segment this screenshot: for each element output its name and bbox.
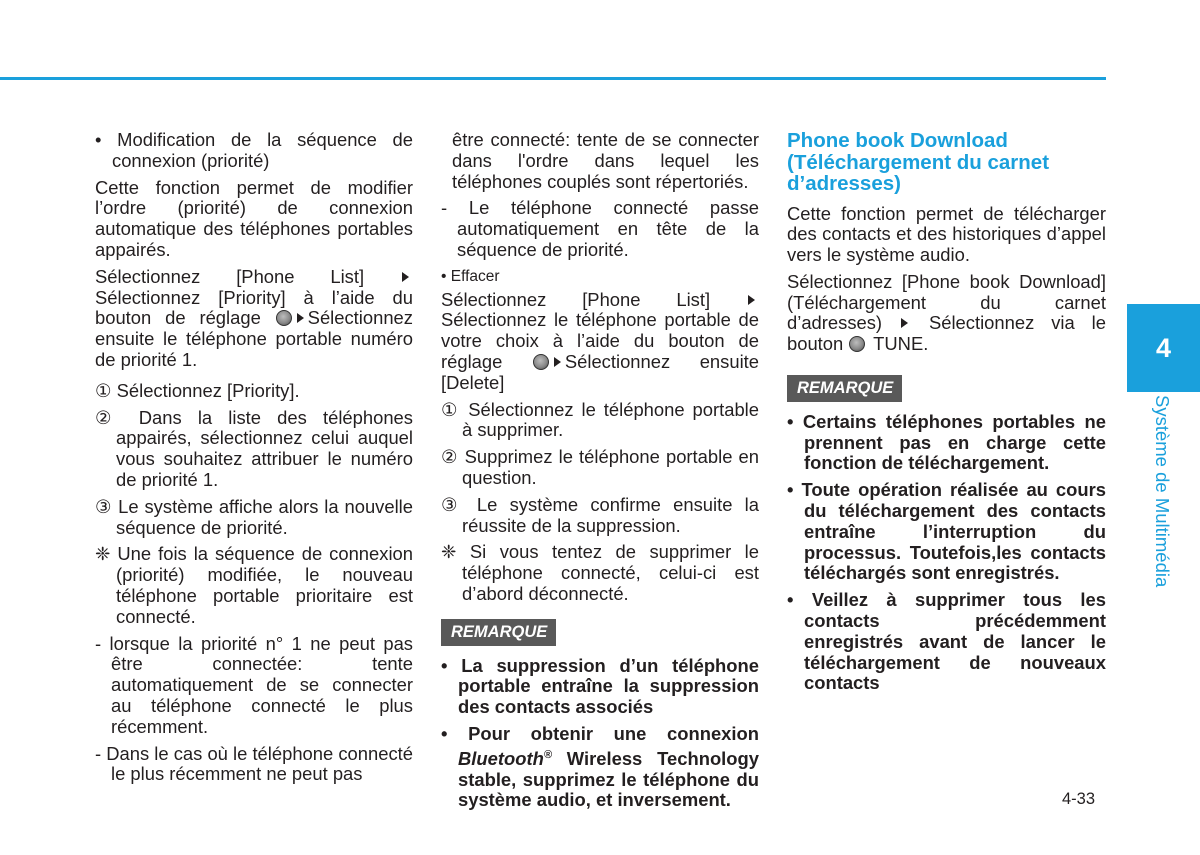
step-text: Supprimez le téléphone portable en question. <box>462 446 759 488</box>
arrow-right-icon <box>748 295 755 305</box>
instruction-paragraph <box>441 290 759 394</box>
bullet-text: Modification de la séquence de connexion (priorité) <box>112 129 413 171</box>
remarque-badge: REMARQUE <box>787 375 902 402</box>
top-rule <box>0 77 1106 80</box>
remarque-badge: REMARQUE <box>441 619 556 646</box>
dash-item <box>95 634 413 738</box>
arrow-right-icon <box>901 318 908 328</box>
arrow-right-icon <box>554 357 561 367</box>
arrow-right-icon <box>402 272 409 282</box>
page-number: 4-33 <box>1062 790 1096 808</box>
dash-mark: - <box>95 742 102 764</box>
bullet-mark: • <box>95 129 102 150</box>
step-number: ② <box>95 406 123 428</box>
dash-text: Le téléphone connecté passe automatiquement en tête de la séquence de priorité. <box>457 197 759 260</box>
remarque-list <box>441 656 759 812</box>
step-text: Dans la liste des téléphones appairés, sélectionnez celui auquel vous souhaitez attribuer le numéro de priorité 1. <box>116 406 413 490</box>
step-text: Sélectionnez [Priority]. <box>116 379 300 401</box>
instruction-paragraph <box>95 267 413 371</box>
remarque-text: Wireless Technology stable, supprimez le téléphone du système audio, et inversement. <box>458 747 759 811</box>
instruction-text: Sélectionnez ensuite [Delete] <box>441 350 759 393</box>
subheading <box>441 267 759 288</box>
remarque-text: Pour obtenir une connexion <box>468 722 759 744</box>
registered-mark: ® <box>543 748 552 761</box>
remarque-text: Veillez à supprimer tous les contacts précédemment enregistrés avant de lancer le téléchargement de nouveaux contacts <box>804 589 1106 694</box>
step-text: Le système confirme ensuite la réussite de la suppression. <box>462 493 759 536</box>
arrow-right-icon <box>297 313 304 323</box>
dash-mark: - <box>95 632 102 654</box>
tune-knob-icon <box>849 336 865 352</box>
note-text: Si vous tentez de supprimer le téléphone connecté, celui-ci est d’abord déconnecté. <box>462 541 759 604</box>
step-item <box>441 447 759 489</box>
bullet-mark: • <box>787 479 794 501</box>
column-3 <box>787 130 1106 700</box>
remarque-item <box>787 590 1106 694</box>
step-number: ① <box>95 379 112 401</box>
instruction-text: Sélectionnez ensuite le téléphone portable numéro de priorité 1. <box>95 307 413 370</box>
remarque-item <box>787 412 1106 474</box>
dash-mark: - <box>441 197 448 219</box>
bullet-mark: • <box>441 654 448 676</box>
tune-knob-icon <box>276 310 292 326</box>
bluetooth-brand: Bluetooth <box>458 747 544 769</box>
remarque-text: Certains téléphones portables ne prennent pas en charge cette fonction de téléchargement. <box>802 410 1106 474</box>
step-item <box>441 495 759 537</box>
step-item <box>95 408 413 491</box>
remarque-item <box>441 724 759 811</box>
instruction-text: Sélectionnez [Priority] à l’aide du bouton de réglage <box>95 286 413 329</box>
note-symbol: ❈ <box>95 543 111 565</box>
dash-item <box>441 198 759 260</box>
step-text: Sélectionnez le téléphone portable à supprimer. <box>462 398 759 441</box>
instruction-text: Sélectionnez [Phone book Download] (Téléchargement du carnet d’adresses) <box>787 270 1106 334</box>
bullet-mark: • <box>441 267 447 285</box>
remarque-text: La suppression d’un téléphone portable entraîne la suppression des contacts associés <box>458 654 759 718</box>
paragraph: Cette fonction permet de télécharger des contacts et des historiques d’appel vers le système audio. <box>787 202 1106 266</box>
step-item <box>95 381 413 402</box>
step-text: Le système affiche alors la nouvelle séquence de priorité. <box>116 495 413 538</box>
step-number: ③ <box>441 493 465 515</box>
dash-text: Dans le cas où le téléphone connecté le plus récemment ne peut pas <box>106 742 413 785</box>
bullet-item <box>95 130 413 172</box>
instruction-paragraph <box>787 272 1106 355</box>
instruction-text: Sélectionnez via le bouton <box>787 312 1106 355</box>
step-number: ② <box>441 446 459 468</box>
dash-text: lorsque la priorité n° 1 ne peut pas être connectée: tente automatiquement de se connecter au téléphone connecté le plus récemment. <box>109 632 413 737</box>
dash-continuation: être connecté: tente de se connecter dans l'ordre dans lequel les téléphones couplés sont répertoriés. <box>452 129 759 192</box>
note-symbol: ❈ <box>441 541 457 563</box>
column-1 <box>95 130 413 791</box>
instruction-text: TUNE. <box>873 333 929 355</box>
instruction-text: Sélectionnez le téléphone portable de votre choix à l’aide du bouton de réglage <box>441 309 759 372</box>
remarque-item <box>787 480 1106 584</box>
bullet-mark: • <box>441 722 448 744</box>
step-item <box>441 400 759 442</box>
step-item <box>95 497 413 539</box>
chapter-tab: 4 <box>1127 304 1200 392</box>
dash-item <box>95 744 413 786</box>
step-number: ③ <box>95 495 113 517</box>
instruction-text: Sélectionnez [Phone List] <box>441 288 711 310</box>
note-item <box>95 544 413 627</box>
remarque-item <box>441 656 759 718</box>
chapter-title: Système de Multimédia <box>1152 395 1173 588</box>
remarque-list <box>787 412 1106 694</box>
bullet-mark: • <box>787 589 794 611</box>
remarque-text: Toute opération réalisée au cours du téléchargement des contacts entraîne l’interruption du processus. Toutefois,les contacts téléchargés sont enregistrés. <box>801 479 1106 584</box>
step-number: ① <box>441 398 461 420</box>
instruction-text: Sélectionnez [Phone List] <box>95 265 365 287</box>
section-heading: Phone book Download (Téléchargement du carnet d’adresses) <box>787 129 1050 195</box>
tune-knob-icon <box>533 354 549 370</box>
note-text: Une fois la séquence de connexion (priorité) modifiée, le nouveau téléphone portable prioritaire est connecté. <box>116 543 413 627</box>
bullet-mark: • <box>787 410 794 432</box>
subheading-text: Effacer <box>450 267 500 285</box>
paragraph: Cette fonction permet de modifier l’ordre (priorité) de connexion automatique des téléphones portables appairés. <box>95 176 413 260</box>
column-2 <box>441 130 759 817</box>
note-item <box>441 542 759 604</box>
